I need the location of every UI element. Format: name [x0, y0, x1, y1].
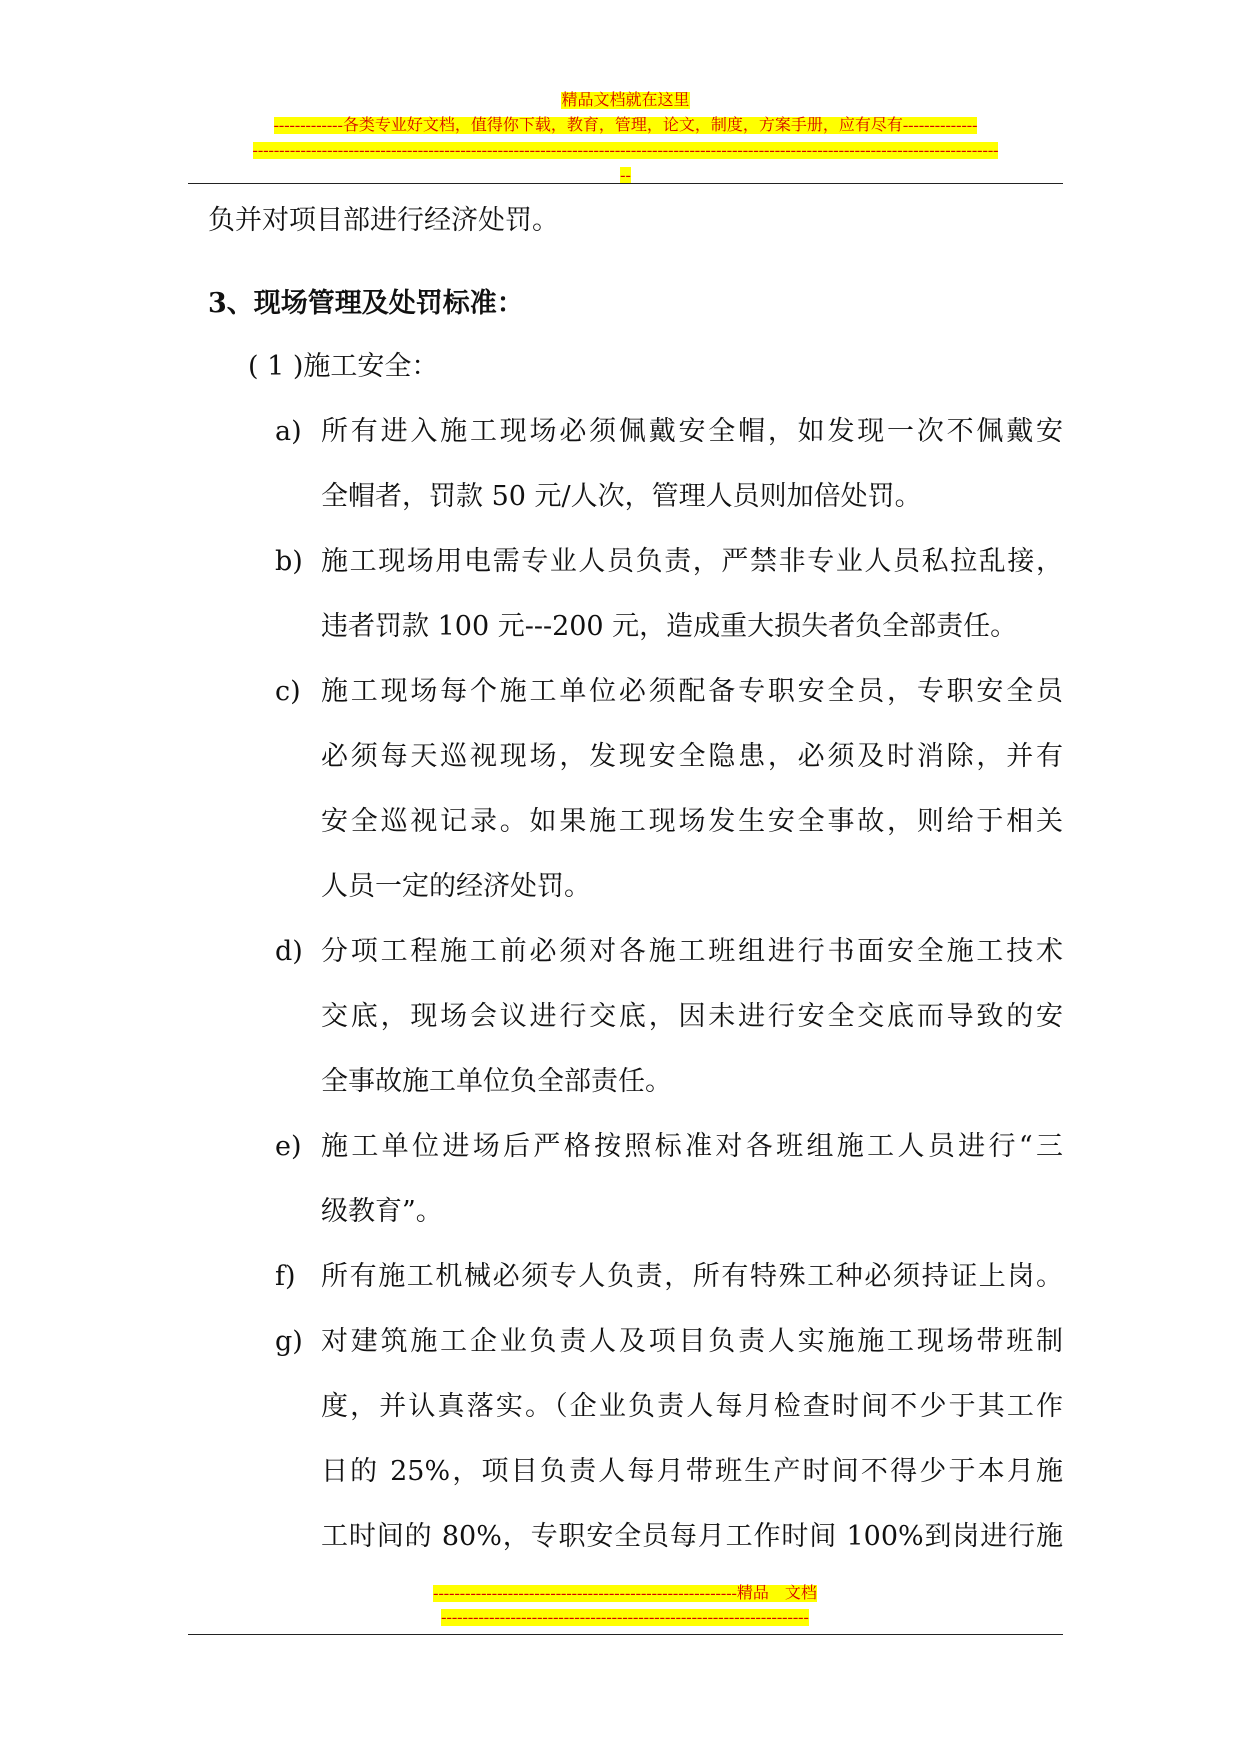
- continuation-paragraph: 负并对项目部进行经济处罚。: [208, 205, 559, 236]
- footer-divider: [188, 1634, 1063, 1635]
- list-item-line: 施工单位进场后严格按照标准对各班组施工人员进行“三: [321, 1131, 1063, 1162]
- list-item-label: d): [275, 936, 303, 967]
- list-item-label: a): [275, 416, 302, 447]
- list-item-line: 施工现场用电需专业人员负责，严禁非专业人员私拉乱接，: [321, 546, 1063, 577]
- list-item-line: 安全巡视记录。如果施工现场发生安全事故，则给于相关: [321, 806, 1063, 837]
- footer-dash-line: ---------------------------------------------------------------------: [441, 1609, 809, 1626]
- list-item-line: 对建筑施工企业负责人及项目负责人实施施工现场带班制: [321, 1326, 1063, 1357]
- section-heading: 3、现场管理及处罚标准：: [208, 288, 524, 319]
- subsection-heading: ( 1 )施工安全：: [248, 351, 439, 382]
- list-item-line: 交底，现场会议进行交底，因未进行安全交底而导致的安: [321, 1001, 1063, 1032]
- list-item-label: f): [275, 1261, 296, 1292]
- footer-label-line: ---------------------------------------------------------精品 文档: [433, 1585, 817, 1602]
- list-item-line: 违者罚款 100 元---200 元，造成重大损失者负全部责任。: [321, 611, 1018, 642]
- header-tagline: -------------各类专业好文档，值得你下载，教育，管理，论文，制度，方案手册，应有尽有--------------: [273, 117, 978, 134]
- list-item-label: c): [275, 676, 301, 707]
- header-title: 精品文档就在这里: [561, 92, 690, 109]
- list-item-line: 施工现场每个施工单位必须配备专职安全员，专职安全员: [321, 676, 1063, 707]
- list-item-line: 必须每天巡视现场，发现安全隐患，必须及时消除，并有: [321, 741, 1063, 772]
- list-item-line: 级教育”。: [321, 1196, 443, 1227]
- list-item-label: g): [275, 1326, 303, 1357]
- header-dash-line: --------------------------------------------------------------------------------------------------------------------------------------------: [252, 142, 999, 159]
- list-item-line: 全帽者，罚款 50 元/人次，管理人员则加倍处罚。: [321, 481, 922, 512]
- header-divider: [188, 183, 1063, 184]
- list-item-line: 度，并认真落实。（企业负责人每月检查时间不少于其工作: [321, 1391, 1063, 1422]
- list-item-line: 全事故施工单位负全部责任。: [321, 1066, 672, 1097]
- list-item-label: e): [275, 1131, 302, 1162]
- list-item-line: 日的 25%，项目负责人每月带班生产时间不得少于本月施: [321, 1456, 1063, 1487]
- list-item-line: 工时间的 80%，专职安全员每月工作时间 100%到岗进行施: [321, 1521, 1063, 1552]
- list-item-line: 所有进入施工现场必须佩戴安全帽，如发现一次不佩戴安: [321, 416, 1063, 447]
- page-header: [188, 88, 1063, 188]
- page-footer: [395, 1582, 855, 1630]
- list-item-line: 所有施工机械必须专人负责，所有特殊工种必须持证上岗。: [321, 1261, 1063, 1292]
- list-item-line: 人员一定的经济处罚。: [321, 871, 591, 902]
- list-item-label: b): [275, 546, 303, 577]
- list-item-line: 分项工程施工前必须对各施工班组进行书面安全施工技术: [321, 936, 1063, 967]
- header-dash-tail: --: [620, 167, 631, 184]
